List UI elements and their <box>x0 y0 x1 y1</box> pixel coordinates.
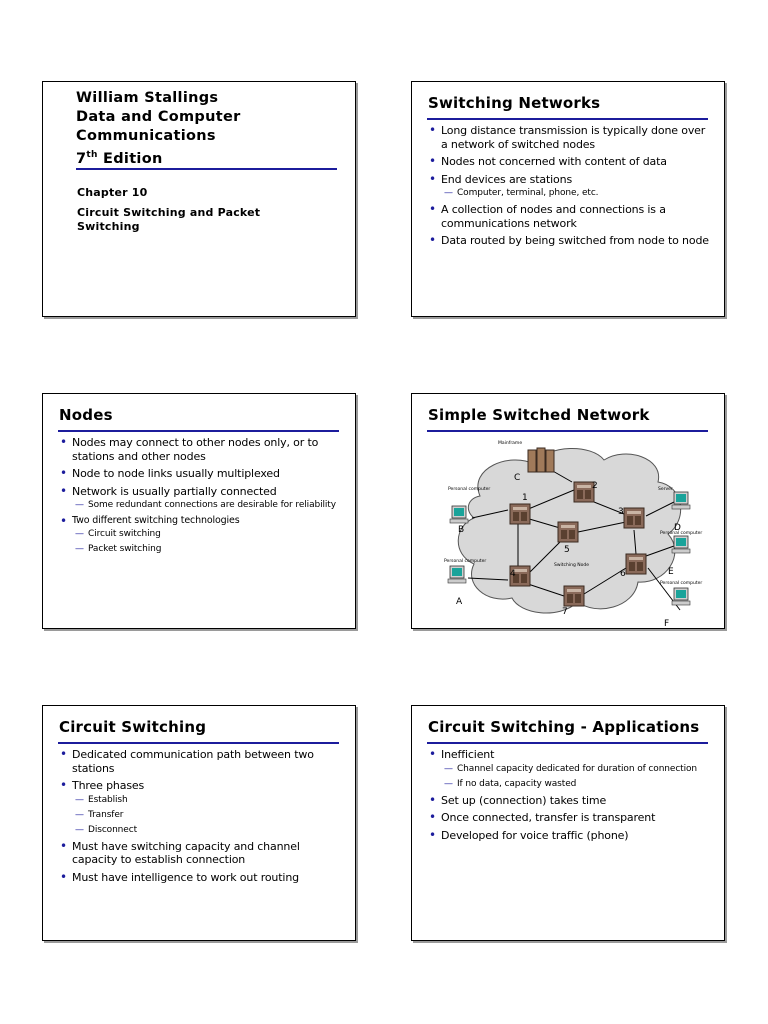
slide-circuit-switching-applications <box>411 705 725 941</box>
bullet-text: Three phases <box>72 779 145 792</box>
sub-item: — Circuit switching <box>72 529 343 540</box>
heading-rule <box>427 742 708 744</box>
bullet-list <box>59 436 343 559</box>
bullet-item <box>59 515 343 555</box>
edition-number: 7 <box>76 150 87 167</box>
sub-list <box>72 500 343 511</box>
pc-station-a <box>448 566 466 583</box>
station-letter: F <box>664 619 670 628</box>
bullet-item: • Dedicated communication path between two stations <box>59 748 343 775</box>
slide-heading: Circuit Switching <box>59 718 207 736</box>
slide-simple-switched-network <box>411 393 725 629</box>
book-title-line: Data and Computer <box>76 109 241 125</box>
server-station-d <box>672 492 690 509</box>
switching-node-5 <box>558 522 578 542</box>
slide-heading: Nodes <box>59 406 113 424</box>
sub-item: — Channel capacity dedicated for duration of connection <box>441 764 712 775</box>
bullet-item: • Once connected, transfer is transparent <box>428 811 712 825</box>
heading-rule <box>427 118 708 120</box>
station-letter: B <box>458 525 465 535</box>
node-number: 6 <box>620 569 626 579</box>
station-letter: A <box>456 597 463 607</box>
station-letter: D <box>674 523 681 533</box>
slide-heading: Switching Networks <box>428 94 601 112</box>
sub-list <box>72 529 343 555</box>
chapter-number: Chapter 10 <box>77 186 148 199</box>
bullet-list <box>428 124 712 252</box>
book-title-author: William Stallings <box>76 90 219 106</box>
server-label: Server <box>658 487 673 492</box>
slide-nodes <box>42 393 356 629</box>
sub-item: — Computer, terminal, phone, etc. <box>441 188 712 199</box>
bullet-item: • Set up (connection) takes time <box>428 794 712 808</box>
pc-label: Personal computer <box>444 559 487 564</box>
pc-station-e <box>672 536 690 553</box>
sub-item: — Establish <box>72 795 343 806</box>
slide-switching-networks <box>411 81 725 317</box>
bullet-item: • Nodes not concerned with content of data <box>428 155 712 169</box>
book-edition <box>76 146 241 169</box>
node-number: 7 <box>562 607 568 617</box>
bullet-text: End devices are stations <box>441 172 573 186</box>
slide-circuit-switching <box>42 705 356 941</box>
sub-item: — Transfer <box>72 810 343 821</box>
pc-label: Personal computer <box>660 531 703 536</box>
switching-node-1 <box>510 504 530 524</box>
bullet-item: • A collection of nodes and connections is a communications network <box>428 203 712 230</box>
bullet-item: • Node to node links usually multiplexed <box>59 467 343 481</box>
bullet-item: • Data routed by being switched from node to node <box>428 234 712 248</box>
heading-rule <box>427 430 708 432</box>
switching-node-2 <box>574 482 594 502</box>
bullet-text: Two different switching technologies <box>72 515 240 526</box>
sub-item: — Disconnect <box>72 825 343 836</box>
node-number: 3 <box>618 507 624 517</box>
slide-title <box>42 81 356 317</box>
node-number: 2 <box>592 481 598 491</box>
book-title-line: Communications <box>76 128 216 144</box>
mainframe-icon <box>528 448 554 472</box>
bullet-list <box>428 748 712 846</box>
switching-node-label: Switching Node <box>554 563 590 568</box>
sub-item: — Some redundant connections are desirable for reliability <box>72 500 343 511</box>
sub-item: — If no data, capacity wasted <box>441 779 712 790</box>
heading-rule <box>58 742 339 744</box>
pc-label: Personal computer <box>448 487 491 492</box>
slide-heading: Circuit Switching - Applications <box>428 718 700 736</box>
mainframe-label: Mainframe <box>498 441 523 446</box>
heading-rule <box>58 430 339 432</box>
edition-word: Edition <box>97 150 163 167</box>
node-number: 5 <box>564 545 570 555</box>
bullet-text: Network is usually partially connected <box>72 484 277 498</box>
switching-node-7 <box>564 586 584 606</box>
sub-list <box>72 795 343 836</box>
title-rule <box>76 168 337 170</box>
bullet-item: • Must have intelligence to work out routing <box>59 871 343 885</box>
network-diagram <box>428 438 712 628</box>
pc-label: Personal computer <box>660 581 703 586</box>
bullet-item <box>428 748 712 790</box>
book-title <box>76 89 241 169</box>
bullet-item: • Developed for voice traffic (phone) <box>428 829 712 843</box>
sub-list <box>441 764 712 790</box>
node-number: 1 <box>522 493 528 503</box>
switching-node-6 <box>626 554 646 574</box>
bullet-item <box>59 779 343 836</box>
bullet-list <box>59 748 343 888</box>
switching-node-3 <box>624 508 644 528</box>
bullet-item <box>59 485 343 512</box>
bullet-item: • Long distance transmission is typically done over a network of switched nodes <box>428 124 712 151</box>
bullet-item: • Nodes may connect to other nodes only, or to stations and other nodes <box>59 436 343 463</box>
slide-heading: Simple Switched Network <box>428 406 650 424</box>
station-letter: C <box>514 473 521 483</box>
station-letter: E <box>668 567 674 577</box>
sub-item: — Packet switching <box>72 544 343 555</box>
pc-station-b <box>450 506 468 523</box>
bullet-item <box>428 173 712 200</box>
bullet-text: Inefficient <box>441 748 495 761</box>
pc-station-f <box>672 588 690 605</box>
bullet-item: • Must have switching capacity and channel capacity to establish connection <box>59 840 343 867</box>
sub-list <box>441 188 712 199</box>
edition-suffix: th <box>86 150 98 160</box>
node-number: 4 <box>510 569 516 579</box>
chapter-title: Circuit Switching and Packet Switching <box>77 206 261 233</box>
